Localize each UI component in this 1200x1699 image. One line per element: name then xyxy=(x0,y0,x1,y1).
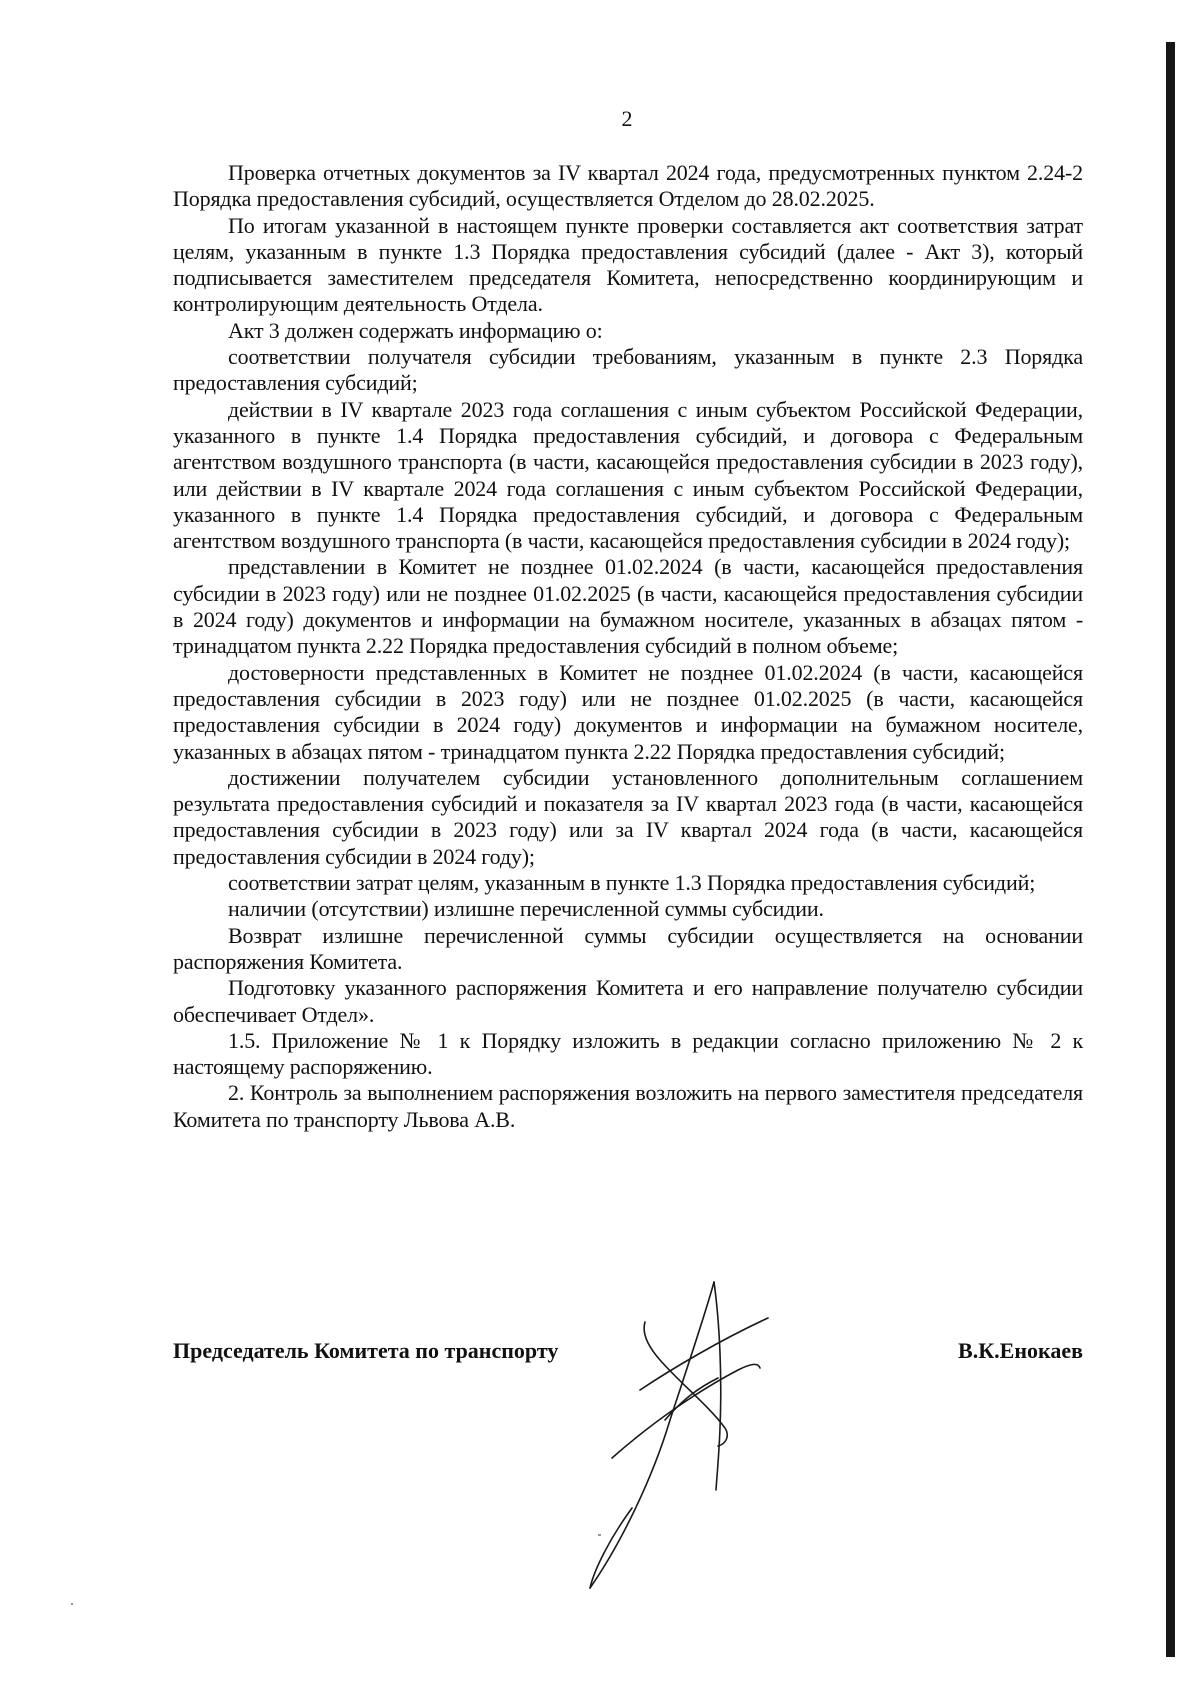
paragraph-act-3-contents: Акт 3 должен содержать информацию о: xyxy=(228,317,603,343)
signatory-position: Председатель Комитета по транспорту xyxy=(173,1338,559,1363)
document-body xyxy=(173,160,1083,1133)
paragraph-act-3-compilation: По итогам указанной в настоящем пункте проверки составляется акт соответствия затрат целям, указанным в пункте 1.3 Порядка предоставления субсидий (далее - Акт 3), который подписывается заместителем председателя Комитета, непосредственно координирующим и контролирующим деятельность Отдела. xyxy=(173,212,1083,317)
paragraph-check-q4-2024: Проверка отчетных документов за IV квартал 2024 года, предусмотренных пунктом 2.24-2 Порядка предоставления субсидий, осуществляется Отделом до 28.02.2025. xyxy=(173,160,1083,212)
paragraph-item-results: достижении получателем субсидии установленного дополнительным соглашением результата предоставления субсидий и показателя за IV квартал 2023 года (в части, касающейся предоставления субсидии в 2023 году) или за IV квартал 2024 года (в части, касающейся предоставления субсидии в 2024 году); xyxy=(173,764,1083,869)
signatory-name: В.К.Енокаев xyxy=(958,1338,1083,1363)
scan-edge-bar xyxy=(1166,42,1175,1657)
paragraph-refund: Возврат излишне перечисленной суммы субсидии осуществляется на основании распоряжения Комитета. xyxy=(173,922,1083,974)
page-number: 2 xyxy=(621,106,633,131)
scan-speck xyxy=(71,1603,73,1605)
paragraph-item-submission: представлении в Комитет не позднее 01.02.2024 (в части, касающейся предоставления субсидии в 2023 году) или не позднее 01.02.2025 (в части, касающейся предоставления субсидии в 2024 году) документов и информации на бумажном носителе, указанных в абзацах пятом - тринадцатом пункта 2.22 Порядка предоставления субсидий в полном объеме; xyxy=(173,554,1083,659)
paragraph-order-preparation: Подготовку указанного распоряжения Комитета и его направление получателю субсидии обеспечивает Отдел». xyxy=(173,975,1083,1027)
paragraph-clause-2: 2. Контроль за выполнением распоряжения возложить на первого заместителя председателя Комитета по транспорту Львова А.В. xyxy=(173,1080,1083,1132)
paragraph-item-agreement: действии в IV квартале 2023 года соглашения с иным субъектом Российской Федерации, указанного в пункте 1.4 Порядка предоставления субсидий, и договора с Федеральным агентством воздушного транспорта (в части, касающейся предоставления субсидии в 2023 году), или действии в IV квартале 2024 года соглашения с иным субъектом Российской Федерации, указанного в пункте 1.4 Порядка предоставления субсидий, и договора с Федеральным агентством воздушного транспорта (в части, касающейся предоставления субсидии в 2024 году); xyxy=(173,396,1083,554)
scan-speck xyxy=(598,1534,601,1536)
paragraph-clause-1-5: 1.5. Приложение № 1 к Порядку изложить в редакции согласно приложению № 2 к настоящему распоряжению. xyxy=(173,1027,1083,1080)
paragraph-item-reliability: достоверности представленных в Комитет не позднее 01.02.2024 (в части, касающейся предоставления субсидии в 2023 году) или не позднее 01.02.2025 (в части, касающейся предоставления субсидии в 2024 году) документов и информации на бумажном носителе, указанных в абзацах пятом - тринадцатом пункта 2.22 Порядка предоставления субсидий; xyxy=(173,659,1083,764)
paragraph-item-overpayment: наличии (отсутствии) излишне перечисленной суммы субсидии. xyxy=(228,896,824,922)
handwritten-signature xyxy=(570,1270,860,1600)
paragraph-item-requirements: соответствии получателя субсидии требованиям, указанным в пункте 2.3 Порядка предоставления субсидий; xyxy=(173,344,1083,396)
paragraph-item-costs: соответствии затрат целям, указанным в пункте 1.3 Порядка предоставления субсидий; xyxy=(228,870,1036,896)
